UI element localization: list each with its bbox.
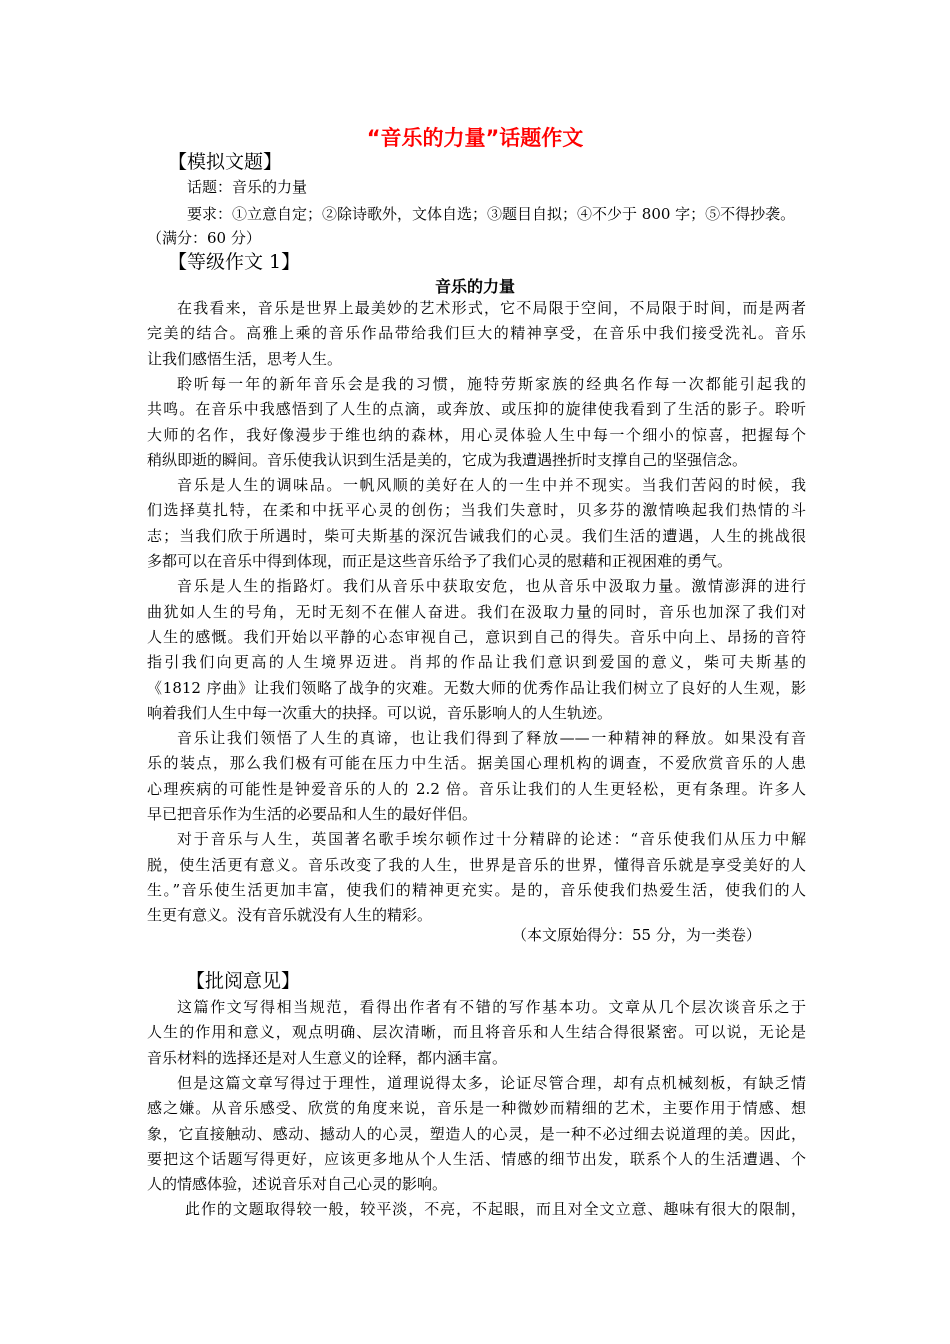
paragraph-line: 完美的结合。高雅上乘的音乐作品带给我们巨大的精神享受，在音乐中我们接受洗礼。音乐 xyxy=(147,324,806,343)
requirements-line: 要求：①立意自定；②除诗歌外，文体自选；③题目自拟；④不少于 800 字；⑤不得抄袭。 xyxy=(187,205,796,223)
score-note: （本文原始得分：55 分，为一类卷） xyxy=(512,926,761,944)
paragraph-line: 共鸣。在音乐中我感悟到了人生的点滴，或奔放、或压抑的旋律使我看到了生活的影子。聆听 xyxy=(147,400,806,419)
paragraph-line: 感之嫌。从音乐感受、欣赏的角度来说，音乐是一种微妙而精细的艺术，主要作用于情感、想 xyxy=(147,1099,806,1118)
paragraph-line: 此作的文题取得较一般，较平淡，不亮，不起眼，而且对全文立意、趣味有很大的限制， xyxy=(185,1200,806,1219)
paragraph-line: 对于音乐与人生，英国著名歌手埃尔顿作过十分精辟的论述：“音乐使我们从压力中解 xyxy=(177,830,806,849)
paragraph-line: 音乐是人生的指路灯。我们从音乐中获取安危，也从音乐中汲取力量。激情澎湃的进行 xyxy=(177,577,806,596)
essay-title: 音乐的力量 xyxy=(434,277,515,296)
paragraph-line: 指引我们向更高的人生境界迈进。肖邦的作品让我们意识到爱国的意义，柴可夫斯基的 xyxy=(147,653,806,672)
paragraph-line: 早已把音乐作为生活的必要品和人生的最好伴侣。 xyxy=(147,805,478,823)
paragraph-line: 在我看来，音乐是世界上最美妙的艺术形式，它不局限于空间，不局限于时间，而是两者 xyxy=(177,299,806,317)
section-heading-grade-essay: 【等级作文 1】 xyxy=(168,251,301,273)
paragraph-line: 稍纵即逝的瞬间。音乐使我认识到生活是美的，它成为我遭遇挫折时支撑自己的坚强信念。 xyxy=(147,450,748,469)
paragraph-line: 响着我们人生中每一次重大的抉择。可以说，音乐影响人的人生轨迹。 xyxy=(147,703,613,722)
paragraph-line: 人的情感体验，述说音乐对自己心灵的影响。 xyxy=(147,1175,448,1194)
paragraph-line: 象，它直接触动、感动、撼动人的心灵，塑造人的心灵，是一种不必过细去说道理的美。因此， xyxy=(147,1124,806,1143)
paragraph-line: 人生的感慨。我们开始以平静的心态审视自己，意识到自己的得失。音乐中向上、昂扬的音符 xyxy=(147,627,806,646)
section-heading-mock-topic: 【模拟文题】 xyxy=(168,151,283,173)
paragraph-line: 音乐让我们领悟了人生的真谛，也让我们得到了释放——一种精神的释放。如果没有音 xyxy=(177,729,806,748)
paragraph-line: 生。”音乐使生活更加丰富，使我们的精神更充实。是的，音乐使我们热爱生活，使我们的人 xyxy=(147,880,806,899)
paragraph-line: 这篇作文写得相当规范，看得出作者有不错的写作基本功。文章从几个层次谈音乐之于 xyxy=(177,998,806,1016)
paragraph-line: 大师的名作，我好像漫步于维也纳的森林，用心灵体验人生中每一个细小的惊喜，把握每个 xyxy=(147,425,806,444)
page-title: “音乐的力量”话题作文 xyxy=(366,126,584,150)
paragraph-line: 生更有意义。没有音乐就没有人生的精彩。 xyxy=(147,906,433,925)
paragraph-line: 音乐是人生的调味品。一帆风顺的美好在人的一生中并不现实。当我们苦闷的时候，我 xyxy=(177,476,806,495)
full-score-line: （满分：60 分） xyxy=(147,229,261,247)
paragraph-line: 志；当我们欣于所遇时，柴可夫斯基的深沉告诫我们的心灵。我们生活的遭遇，人生的挑战很 xyxy=(147,526,806,545)
paragraph-line: 心理疾病的可能性是钟爱音乐的人的 2.2 倍。音乐让我们的人生更轻松，更有条理。许多人 xyxy=(147,779,806,798)
paragraph-line: 人生的作用和意义，观点明确、层次清晰，而且将音乐和人生结合得很紧密。可以说，无论是 xyxy=(147,1023,806,1042)
paragraph-line: 脱，使生活更有意义。音乐改变了我的人生，世界是音乐的世界，懂得音乐就是享受美好的人 xyxy=(147,855,806,874)
paragraph-line: 让我们感悟生活，思考人生。 xyxy=(147,349,343,368)
paragraph-line: 多都可以在音乐中得到体现，而正是这些音乐给予了我们心灵的慰藉和正视困难的勇气。 xyxy=(147,552,733,570)
section-heading-review: 【批阅意见】 xyxy=(186,970,301,992)
paragraph-line: 《1812 序曲》让我们领略了战争的灾难。无数大师的优秀作品让我们树立了良好的人生观，影 xyxy=(147,678,806,697)
paragraph-line: 们选择莫扎特，在柔和中抚平心灵的创伤；当我们失意时，贝多芬的激情唤起我们热情的斗 xyxy=(147,501,806,520)
paragraph-line: 要把这个话题写得更好，应该更多地从个人生活、情感的细节出发，联系个人的生活遭遇、个 xyxy=(147,1149,806,1168)
paragraph-line: 乐的装点，那么我们极有可能在压力中生活。据美国心理机构的调查，不爱欣赏音乐的人患 xyxy=(147,754,806,773)
paragraph-line: 曲犹如人生的号角，无时无刻不在催人奋进。我们在汲取力量的同时，音乐也加深了我们对 xyxy=(147,602,806,621)
paragraph-line: 但是这篇文章写得过于理性，道理说得太多，论证尽管合理，却有点机械刻板，有缺乏情 xyxy=(177,1073,806,1092)
paragraph-line: 音乐材料的选择还是对人生意义的诠释，都内涵丰富。 xyxy=(147,1048,508,1067)
topic-line: 话题：音乐的力量 xyxy=(187,178,308,196)
paragraph-line: 聆听每一年的新年音乐会是我的习惯，施特劳斯家族的经典名作每一次都能引起我的 xyxy=(177,374,806,393)
